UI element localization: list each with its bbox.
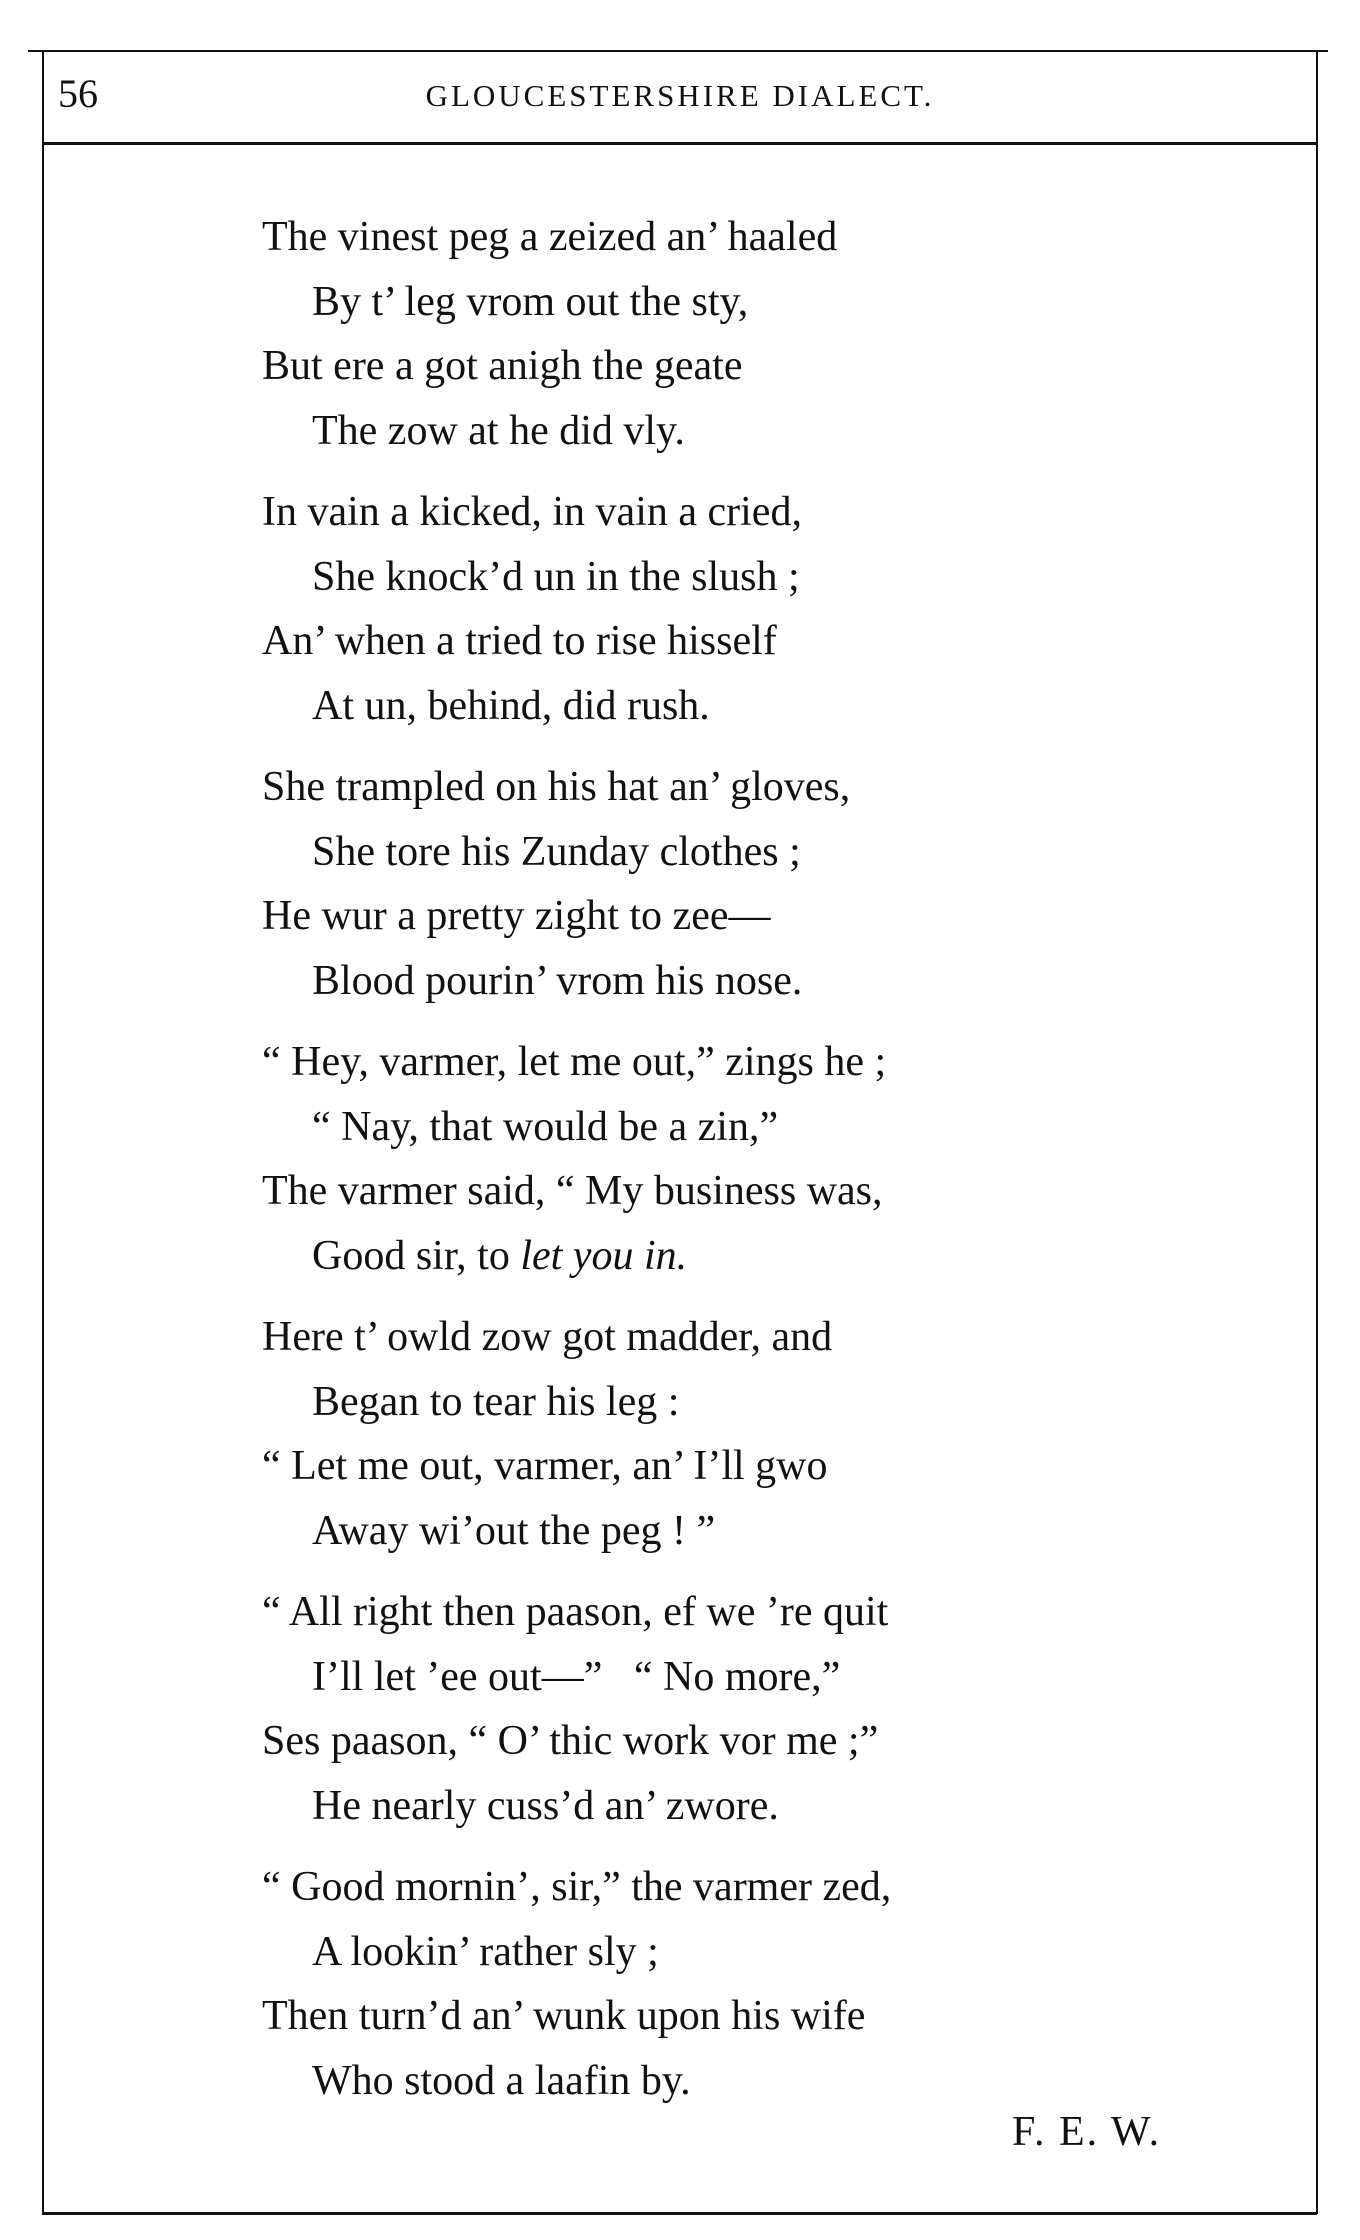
poem-line: He wur a pretty zight to zee— xyxy=(262,893,771,939)
poem-line: In vain a kicked, in vain a cried, xyxy=(262,489,802,535)
poem-line: At un, behind, did rush. xyxy=(312,682,710,729)
poem-line: “ Let me out, varmer, an’ I’ll gwo xyxy=(262,1443,828,1489)
poem-line xyxy=(262,1224,1122,1289)
poem-line: Here t’ owld zow got madder, and xyxy=(262,1314,833,1360)
running-title: GLOUCESTERSHIRE DIALECT. xyxy=(425,78,935,113)
frame-top-rule xyxy=(28,50,1328,52)
poem-line: Away wi’out the peg ! ” xyxy=(312,1507,716,1554)
poem xyxy=(262,205,1122,2130)
poem-line: I’ll let ’ee out—” “ No more,” xyxy=(312,1653,841,1700)
stanza-1 xyxy=(262,205,1122,463)
stanza-7 xyxy=(262,1855,1122,2113)
stanza-4 xyxy=(262,1030,1122,1288)
poem-line: She knock’d un in the slush ; xyxy=(312,553,800,600)
stanza-6 xyxy=(262,1580,1122,1838)
poem-line: A lookin’ rather sly ; xyxy=(312,1928,659,1975)
poem-line: He nearly cuss’d an’ zwore. xyxy=(312,1782,779,1829)
poem-line: She tore his Zunday clothes ; xyxy=(312,828,801,875)
poem-line: Began to tear his leg : xyxy=(312,1378,680,1425)
stanza-3 xyxy=(262,755,1122,1013)
poem-line: Who stood a laafin by. xyxy=(312,2057,691,2104)
poem-line: The vinest peg a zeized an’ haaled xyxy=(262,214,838,260)
frame-right-rule xyxy=(1316,52,1318,2214)
frame-bottom-rule xyxy=(42,2212,1317,2215)
poem-line: “ Nay, that would be a zin,” xyxy=(312,1103,779,1150)
stanza-2 xyxy=(262,480,1122,738)
poem-line: The zow at he did vly. xyxy=(312,407,685,454)
header-rule xyxy=(42,142,1317,145)
poem-line: The varmer said, “ My business was, xyxy=(262,1168,883,1214)
poem-line: She trampled on his hat an’ gloves, xyxy=(262,764,851,810)
poem-line: “ Good mornin’, sir,” the varmer zed, xyxy=(262,1864,892,1910)
poem-line: But ere a got anigh the geate xyxy=(262,343,743,389)
poem-line-text: Good sir, to xyxy=(312,1232,521,1279)
poem-line: By t’ leg vrom out the sty, xyxy=(312,278,749,325)
frame-left-rule xyxy=(42,52,44,2214)
poem-line: Blood pourin’ vrom his nose. xyxy=(312,957,803,1004)
poem-line: An’ when a tried to rise hisself xyxy=(262,618,777,664)
italic-phrase: let you in. xyxy=(520,1232,688,1279)
poem-line: “ Hey, varmer, let me out,” zings he ; xyxy=(262,1039,887,1085)
poem-line: Then turn’d an’ wunk upon his wife xyxy=(262,1993,866,2039)
stanza-5 xyxy=(262,1305,1122,1563)
author-initials: F. E. W. xyxy=(1012,2109,1162,2155)
poem-line: Ses paason, “ O’ thic work vor me ;” xyxy=(262,1718,879,1764)
poem-line: “ All right then paason, ef we ’re quit xyxy=(262,1589,889,1635)
page-number: 56 xyxy=(58,71,98,116)
